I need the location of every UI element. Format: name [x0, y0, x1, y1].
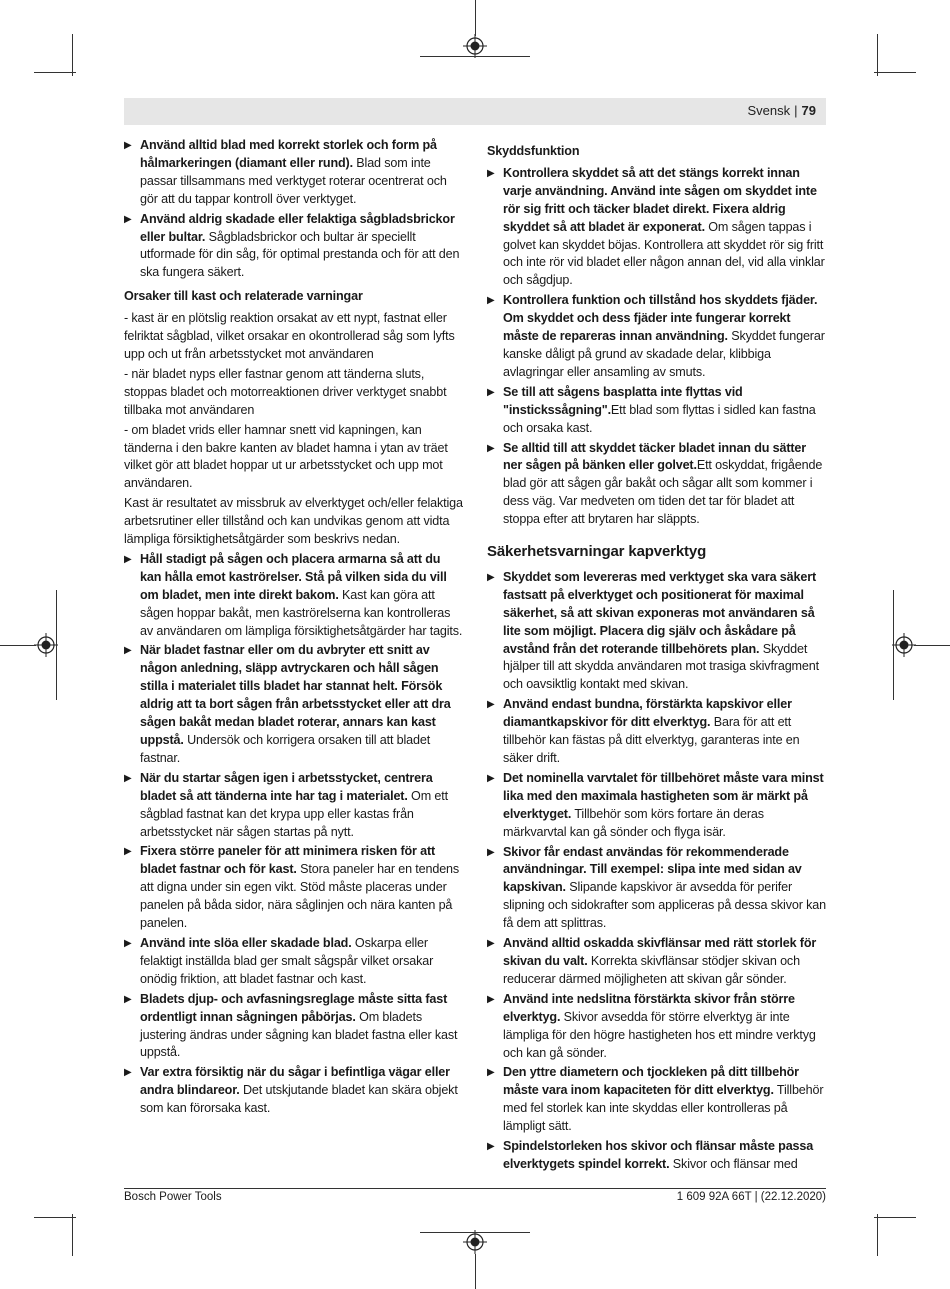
warning-item	[487, 844, 827, 934]
warning-text: Om sågen tappas i golvet kan skyddet böjas. Kontrollera att skyddet rör sig fritt och inte rör vid bladet eller någon annan del, vid alla vinklar och sågdjup.	[503, 219, 825, 288]
registration-mark-icon	[34, 633, 58, 657]
warning-bold-text: Skivor får endast användas för rekommenderade användningar. Till exempel: slipa inte med sidan av kapskivan.	[503, 844, 802, 895]
footer-doc-id: 1 609 92A 66T | (22.12.2020)	[676, 1191, 826, 1203]
footer-publisher: Bosch Power Tools	[124, 1191, 222, 1203]
arrow-bullet-icon: ▶	[487, 1067, 495, 1079]
warning-text: Stora paneler har en tendens att digna under sin egen vikt. Stöd måste placeras under panelen på båda sidor, nära såglinjen och nära kanten på panelen.	[140, 862, 460, 931]
arrow-bullet-icon: ▶	[124, 140, 132, 151]
warning-bold-text: Använd inte nedslitna förstärkta skivor från större elverktyg.	[503, 991, 795, 1024]
warning-item	[487, 1138, 827, 1174]
warning-item	[124, 770, 464, 842]
arrow-bullet-icon: ▶	[487, 442, 495, 454]
warning-text: Ett oskyddat, frigående blad gör att sågen går bakåt och sågar allt som kommer i dess väg. Var medveten om tiden det tar för bladet att stoppa efter att brytaren har släppts.	[503, 458, 823, 527]
subheading: Orsaker till kast och relaterade varningar	[124, 289, 363, 304]
reg-line	[893, 590, 894, 700]
warning-text: Det utskjutande bladet kan skära objekt som kan förorsaka kast.	[140, 1083, 458, 1116]
warning-item	[124, 642, 464, 767]
arrow-bullet-icon: ▶	[124, 213, 132, 225]
warning-item	[124, 843, 464, 933]
section-heading: Säkerhetsvarningar kapverktyg	[487, 543, 707, 561]
warning-bold-text: Se alltid till att skyddet täcker bladet innan du sätter ner sågen på bänken eller golvet.	[503, 440, 807, 473]
arrow-bullet-icon: ▶	[124, 846, 132, 858]
arrow-bullet-icon: ▶	[487, 993, 495, 1005]
warning-bold-text: Kontrollera skyddet så att det stängs korrekt innan varje användning. Använd inte sågen om skyddet inte rör sig fritt och täcker bladet direkt. Fixera aldrig skyddet så att bladet är exponerat.	[503, 165, 817, 234]
warning-bold-text: Håll stadigt på sågen och placera armarna så att du kan hålla emot kaströrelser. Stå på vilken sida du vill om bladet, men inte direkt bakom.	[140, 551, 447, 602]
warning-bold-text: Fixera större paneler för att minimera risken för att bladet fastnar och för kast.	[140, 844, 436, 877]
warning-text: Om bladets justering ändras under sågning kan bladet fastna eller kast uppstå.	[140, 1009, 458, 1060]
reg-line	[420, 1232, 530, 1233]
arrow-bullet-icon: ▶	[487, 699, 495, 711]
warning-item	[124, 935, 464, 989]
crop-mark	[877, 1214, 878, 1256]
crop-mark	[34, 72, 76, 73]
warning-bold-text: Bladets djup- och avfasningsreglage måste sitta fast ordentligt innan sågningen påbörjas.	[140, 991, 448, 1024]
arrow-bullet-icon: ▶	[124, 553, 132, 565]
arrow-bullet-icon: ▶	[487, 167, 495, 179]
reg-line	[420, 56, 530, 57]
warning-text: Tillbehör med fel storlek kan inte skyddas eller kontrolleras på lämpligt sätt.	[503, 1083, 824, 1134]
warning-text: Korrekta skivflänsar stödjer skivan och reducerar därmed möjligheten att skivan går sönder.	[503, 953, 800, 986]
arrow-bullet-icon: ▶	[124, 645, 132, 657]
warning-bold-text: Skyddet som levereras med verktyget ska vara säkert fastsatt på elverktyget och positionerat för maximal säkerhet, så att skivan exponeras mot användaren så lite som möjligt. Placera dig själv och åskådare på avstånd från det roterande tillbehörets plan.	[503, 569, 816, 656]
warning-bold-text: Använd alltid blad med korrekt storlek och form på hålmarkeringen (diamant eller rund).	[140, 138, 437, 170]
page-number: 79	[801, 103, 816, 118]
warning-bold-text: När bladet fastnar eller om du avbryter ett snitt av någon anledning, släpp avtryckaren och håll sågen stilla i materialet tills bladet har stannat helt. Försök aldrig att ta bort sågen från arbetsstycket eller att dra sågen bakåt medan bladet roterar, annars kan kast uppstå.	[140, 643, 451, 747]
paragraph: - om bladet vrids eller hamnar snett vid kapningen, kan tänderna i den bakre kanten av bladet hamna i ytan av träet vilket gör att bladet hoppar ut ur arbetsstycket och upp mot användaren.	[124, 422, 448, 491]
reg-line	[475, 0, 476, 36]
arrow-bullet-icon: ▶	[124, 772, 132, 784]
warning-item	[487, 569, 827, 694]
crop-mark	[874, 72, 916, 73]
warning-text: Blad som inte passar tillsammans med verktyget roterar ocentrerat och gör att du tappar kontroll över verktyget.	[140, 155, 447, 206]
warning-item	[487, 292, 827, 382]
warning-item	[487, 935, 827, 989]
crop-mark	[72, 34, 73, 76]
warning-bold-text: Använd aldrig skadade eller felaktiga sågbladsbrickor eller bultar.	[140, 211, 455, 244]
arrow-bullet-icon: ▶	[487, 1141, 495, 1153]
header-label: Svensk | 79	[747, 103, 816, 118]
warning-bold-text: Använd endast bundna, förstärkta kapskivor eller diamantkapskivor för ditt elverktyg.	[503, 697, 792, 730]
warning-bold-text: Kontrollera funktion och tillstånd hos skyddets fjäder. Om skyddet och dess fjäder inte fungerar korrekt måste de repareras innan användning.	[503, 293, 818, 344]
warning-text: Tillbehör som körs fortare än deras märkvarvtal kan gå sönder och flyga isär.	[503, 806, 764, 839]
reg-line	[914, 645, 950, 646]
warning-item	[487, 440, 827, 530]
warning-item	[124, 551, 464, 641]
paragraph: - när bladet nyps eller fastnar genom att tänderna sluts, stoppas bladet och motorreaktionen driver verktyget snabbt tillbaka mot användaren	[124, 366, 447, 417]
warning-bold-text: När du startar sågen igen i arbetsstycket, centrera bladet så att tänderna inte har tag i materialet.	[140, 770, 433, 803]
warning-item	[487, 696, 827, 768]
warning-bold-text: Det nominella varvtalet för tillbehöret måste vara minst lika med den maximala hastigheten som är märkt på elverktyget.	[503, 770, 824, 821]
arrow-bullet-icon: ▶	[124, 937, 132, 949]
warning-text: Skyddet hjälper till att skydda användaren mot trasiga skivfragment och oavsiktlig kontakt med skivan.	[503, 641, 819, 692]
arrow-bullet-icon: ▶	[124, 1067, 132, 1079]
crop-mark	[874, 1217, 916, 1218]
warning-text: Om ett sågblad fastnat kan det krypa upp eller kastas från arbetsstycket när sågen startas på nytt.	[140, 788, 448, 839]
footer-rule	[124, 1188, 826, 1189]
warning-bold-text: Spindelstorleken hos skivor och flänsar måste passa elverktygets spindel korrekt.	[503, 1139, 814, 1171]
registration-mark-icon	[892, 633, 916, 657]
arrow-bullet-icon: ▶	[487, 295, 495, 307]
warning-text: Skivor och flänsar med	[669, 1156, 798, 1171]
crop-mark	[72, 1214, 73, 1256]
warning-item	[487, 770, 827, 842]
arrow-bullet-icon: ▶	[487, 386, 495, 398]
page-header	[124, 98, 826, 125]
warning-text: Oskarpa eller felaktigt inställda blad ger smalt sågspår vilket orsakar onödig friktion, att bladet fastnar och kast.	[140, 935, 434, 986]
warning-item	[124, 211, 464, 283]
warning-item	[487, 384, 827, 438]
right-column	[487, 137, 827, 1176]
subheading: Skyddsfunktion	[487, 144, 580, 158]
left-column	[124, 137, 464, 1120]
arrow-bullet-icon: ▶	[487, 772, 495, 784]
crop-mark	[877, 34, 878, 76]
warning-text: Bara för att ett tillbehör kan fästas på ditt elverktyg, garanteras inte en säker drift.	[503, 715, 800, 765]
warning-bold-text: Den yttre diametern och tjockleken på ditt tillbehör måste vara inom kapaciteten för ditt elverktyg.	[503, 1065, 799, 1098]
warning-text: Slipande kapskivor är avsedda för perifer slipning och sidokrafter som appliceras på dessa skivor kan få dem att splittras.	[503, 880, 826, 931]
reg-line	[0, 645, 36, 646]
registration-mark-icon	[463, 34, 487, 58]
warning-item	[124, 137, 464, 209]
warning-item	[124, 991, 464, 1063]
warning-bold-text: Var extra försiktig när du sågar i befintliga vägar eller andra blindareor.	[140, 1065, 450, 1098]
arrow-bullet-icon: ▶	[487, 938, 495, 950]
warning-bold-text: Använd inte slöa eller skadade blad.	[140, 935, 352, 950]
warning-text: Undersök och korrigera orsaken till att bladet fastnar.	[140, 733, 431, 765]
arrow-bullet-icon: ▶	[487, 571, 495, 583]
arrow-bullet-icon: ▶	[487, 846, 495, 858]
crop-mark	[34, 1217, 76, 1218]
registration-mark-icon	[463, 1230, 487, 1254]
warning-text: Sågbladsbrickor och bultar är speciellt utformade för din såg, för optimal prestanda och för att den ska fungera säkert.	[140, 229, 460, 280]
warning-item	[487, 165, 827, 290]
warning-item	[124, 1064, 464, 1118]
arrow-bullet-icon: ▶	[124, 993, 132, 1005]
warning-text: Ett blad som flyttas i sidled kan fastna och orsaka kast.	[503, 402, 816, 435]
reg-line	[475, 1254, 476, 1289]
warning-item	[487, 991, 827, 1063]
reg-line	[56, 590, 57, 700]
warning-bold-text: Använd alltid oskadda skivflänsar med rätt storlek för skivan du valt.	[503, 936, 817, 968]
warning-text: Kast kan göra att sågen hoppar bakåt, men kaströrelserna kan kontrolleras av användaren om lämpliga försiktighetsåtgärder har tagits.	[140, 587, 463, 638]
paragraph: Kast är resultatet av missbruk av elverktyget och/eller felaktiga arbetsrutiner eller tillstånd och kan undvikas genom att vidta lämpliga försiktighetsåtgärder som beskrivs nedan.	[124, 496, 463, 547]
paragraph: - kast är en plötslig reaktion orsakat av ett nypt, fastnat eller felriktat sågblad, vilket orsakar en okontrollerad såg som lyfts upp och ut från arbetsstycket mot användaren	[124, 311, 455, 361]
warning-bold-text: Se till att sågens basplatta inte flyttas vid "instickssågning".	[503, 384, 743, 417]
warning-item	[487, 1064, 827, 1136]
header-language: Svensk	[747, 103, 791, 118]
warning-text: Skyddet fungerar kanske dåligt på grund av skadade delar, klibbiga avlagringar eller ansamling av smuts.	[503, 329, 825, 379]
warning-text: Skivor avsedda för större elverktyg är inte lämpliga för den högre hastigheten hos ett mindre verktyg och kan gå sönder.	[503, 1009, 816, 1060]
